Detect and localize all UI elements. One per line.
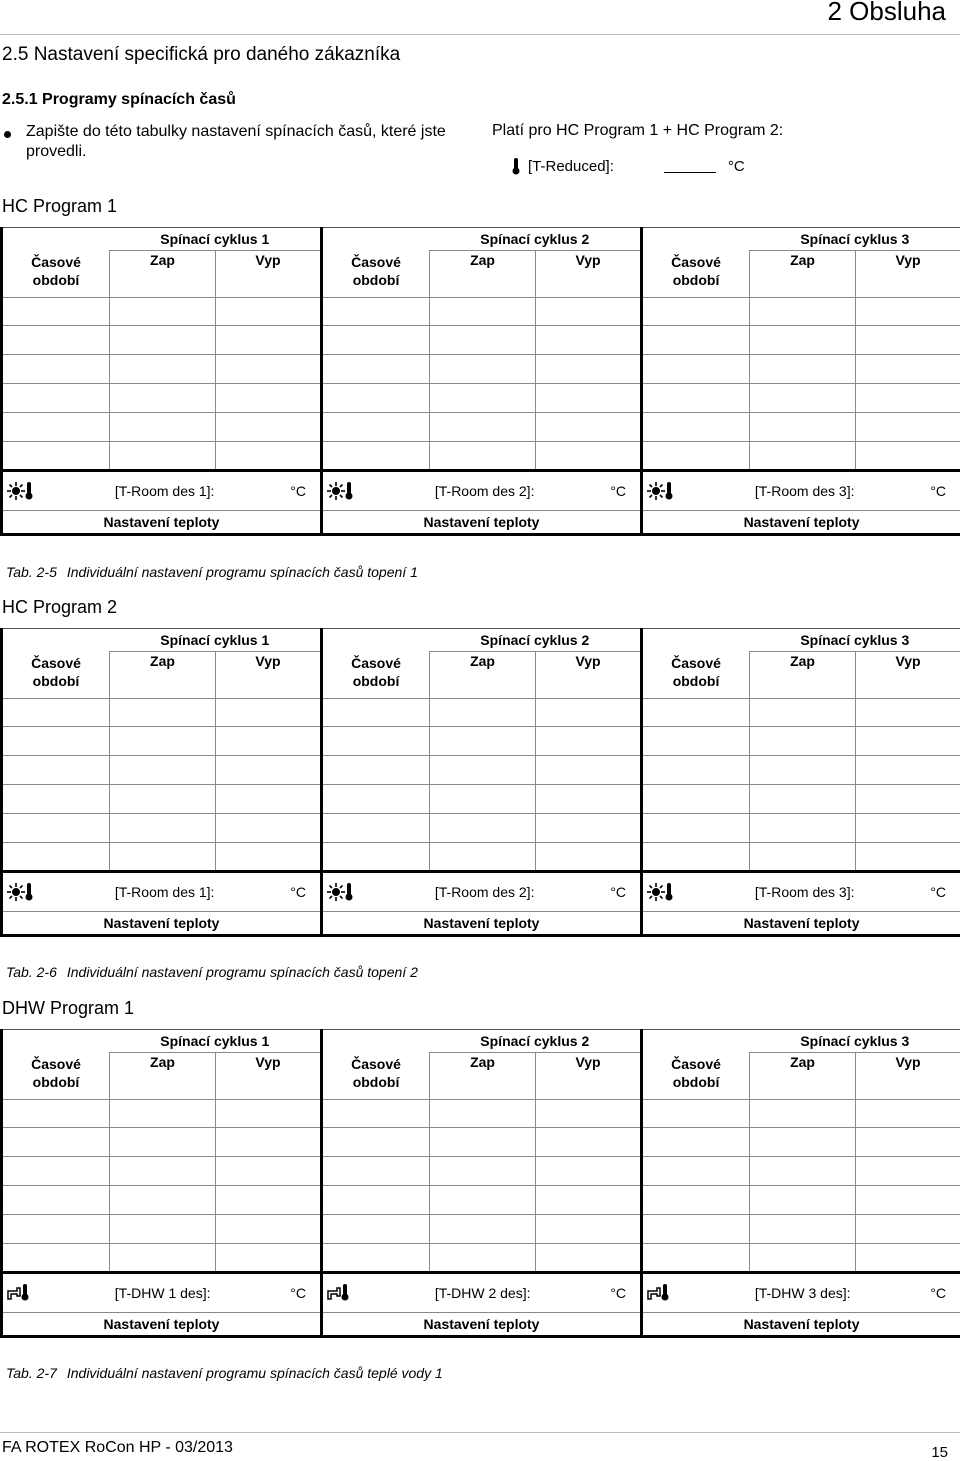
off-cell[interactable] — [536, 755, 642, 784]
on-cell[interactable] — [430, 755, 536, 784]
off-cell[interactable] — [536, 412, 642, 441]
on-cell[interactable] — [750, 383, 856, 412]
period-cell[interactable] — [642, 784, 750, 813]
on-cell[interactable] — [430, 726, 536, 755]
off-cell[interactable] — [856, 297, 960, 325]
period-cell[interactable] — [2, 755, 110, 784]
off-cell[interactable] — [216, 354, 322, 383]
off-cell[interactable] — [536, 784, 642, 813]
period-cell[interactable] — [642, 1243, 750, 1272]
period-cell[interactable] — [642, 412, 750, 441]
on-header: Zap — [110, 251, 216, 298]
on-cell[interactable] — [430, 842, 536, 871]
table-caption — [6, 564, 418, 580]
period-cell[interactable] — [642, 813, 750, 842]
off-cell[interactable] — [216, 412, 322, 441]
off-cell[interactable] — [856, 784, 960, 813]
table-caption — [6, 1365, 443, 1381]
period-cell[interactable] — [322, 1099, 430, 1127]
temperature-label: [T-Room des 2]: — [434, 482, 535, 499]
cycle-header: Spínací cyklus 1 — [110, 629, 322, 652]
period-cell[interactable] — [322, 1214, 430, 1243]
off-header: Vyp — [536, 251, 642, 298]
on-cell[interactable] — [430, 1156, 536, 1185]
on-cell[interactable] — [750, 325, 856, 354]
on-cell[interactable] — [430, 1185, 536, 1214]
on-cell[interactable] — [110, 698, 216, 726]
on-cell[interactable] — [750, 698, 856, 726]
period-cell[interactable] — [642, 1185, 750, 1214]
period-cell[interactable] — [322, 755, 430, 784]
off-cell[interactable] — [856, 726, 960, 755]
caption-text: Individuální nastavení programu spínacích časů topení 1 — [66, 564, 418, 580]
temperature-setting-label: Nastavení teploty — [642, 510, 960, 534]
temperature-label: [T-DHW 3 des]: — [754, 1284, 851, 1301]
temperature-field[interactable] — [3, 883, 320, 901]
subsection-heading: 2.5.1 Programy spínacích časů — [2, 91, 236, 108]
off-cell[interactable] — [856, 842, 960, 871]
temperature-field[interactable] — [3, 1283, 320, 1303]
off-header: Vyp — [536, 1053, 642, 1100]
on-header: Zap — [750, 251, 856, 298]
program-title: DHW Program 1 — [2, 998, 135, 1018]
on-cell[interactable] — [430, 383, 536, 412]
period-cell[interactable] — [2, 325, 110, 354]
temperature-label: [T-Room des 1]: — [114, 883, 215, 900]
temperature-label: [T-Room des 3]: — [754, 482, 855, 499]
off-cell[interactable] — [536, 1099, 642, 1127]
off-cell[interactable] — [856, 813, 960, 842]
off-cell[interactable] — [856, 1127, 960, 1156]
on-cell[interactable] — [430, 354, 536, 383]
temperature-label: [T-DHW 1 des]: — [114, 1284, 211, 1301]
on-cell[interactable] — [430, 412, 536, 441]
period-cell[interactable] — [2, 1185, 110, 1214]
period-cell[interactable] — [322, 1127, 430, 1156]
caption-number: Tab. 2-6 — [6, 964, 57, 980]
period-header: Časové období — [2, 652, 110, 699]
temperature-setting-label: Nastavení teploty — [642, 1312, 960, 1336]
off-cell[interactable] — [856, 412, 960, 441]
off-header: Vyp — [216, 251, 322, 298]
period-cell[interactable] — [2, 1099, 110, 1127]
reduced-label: [T-Reduced]: — [528, 157, 614, 175]
on-cell[interactable] — [750, 726, 856, 755]
program-table — [0, 227, 960, 536]
on-cell[interactable] — [110, 1185, 216, 1214]
footer-divider — [0, 1432, 960, 1433]
footer-doc-id: FA ROTEX RoCon HP - 03/2013 — [2, 1439, 233, 1456]
period-cell[interactable] — [2, 1214, 110, 1243]
off-cell[interactable] — [536, 1127, 642, 1156]
caption-text: Individuální nastavení programu spínacích časů topení 2 — [66, 964, 418, 980]
on-cell[interactable] — [750, 1127, 856, 1156]
off-header: Vyp — [856, 251, 960, 298]
temperature-unit: °C — [930, 1284, 947, 1301]
on-cell[interactable] — [750, 755, 856, 784]
on-cell[interactable] — [430, 1099, 536, 1127]
period-cell[interactable] — [2, 1127, 110, 1156]
off-cell[interactable] — [216, 325, 322, 354]
period-cell[interactable] — [322, 784, 430, 813]
on-header: Zap — [430, 1053, 536, 1100]
on-cell[interactable] — [750, 1243, 856, 1272]
on-cell[interactable] — [110, 813, 216, 842]
on-cell[interactable] — [750, 1214, 856, 1243]
cycle-header: Spínací cyklus 1 — [110, 228, 322, 251]
off-cell[interactable] — [536, 325, 642, 354]
sun-thermometer-icon — [7, 482, 33, 500]
period-cell[interactable] — [2, 441, 110, 470]
off-cell[interactable] — [536, 842, 642, 871]
off-cell[interactable] — [856, 1214, 960, 1243]
on-cell[interactable] — [110, 383, 216, 412]
period-cell[interactable] — [642, 755, 750, 784]
on-cell[interactable] — [110, 784, 216, 813]
off-cell[interactable] — [216, 1099, 322, 1127]
period-header: Časové období — [2, 1053, 110, 1100]
on-header: Zap — [750, 652, 856, 699]
on-cell[interactable] — [430, 1243, 536, 1272]
on-cell[interactable] — [110, 1243, 216, 1272]
period-cell[interactable] — [642, 1214, 750, 1243]
temperature-setting-label: Nastavení teploty — [322, 510, 642, 534]
temperature-field[interactable] — [323, 1283, 640, 1303]
off-cell[interactable] — [856, 755, 960, 784]
sun-thermometer-icon — [7, 883, 33, 901]
period-header: Časové období — [322, 251, 430, 298]
off-cell[interactable] — [536, 1214, 642, 1243]
temperature-setting-label: Nastavení teploty — [322, 1312, 642, 1336]
period-cell[interactable] — [2, 726, 110, 755]
off-cell[interactable] — [536, 1185, 642, 1214]
temperature-unit: °C — [930, 883, 947, 900]
section-heading: 2.5 Nastavení specifická pro daného zákazníka — [2, 44, 401, 65]
on-cell[interactable] — [110, 297, 216, 325]
period-header: Časové období — [322, 1053, 430, 1100]
on-cell[interactable] — [110, 1214, 216, 1243]
off-cell[interactable] — [856, 1156, 960, 1185]
period-header: Časové období — [642, 1053, 750, 1100]
temperature-label: [T-DHW 2 des]: — [434, 1284, 531, 1301]
on-cell[interactable] — [110, 726, 216, 755]
period-cell[interactable] — [642, 383, 750, 412]
temperature-field[interactable] — [643, 482, 960, 500]
program-title: HC Program 1 — [2, 196, 118, 216]
temperature-unit: °C — [290, 1284, 307, 1301]
on-cell[interactable] — [430, 813, 536, 842]
validity-text: Platí pro HC Program 1 + HC Program 2: — [492, 122, 784, 139]
temperature-unit: °C — [930, 482, 947, 499]
off-header: Vyp — [856, 1053, 960, 1100]
page-number: 15 — [931, 1444, 948, 1461]
off-cell[interactable] — [216, 297, 322, 325]
period-cell[interactable] — [2, 698, 110, 726]
period-cell[interactable] — [642, 726, 750, 755]
temperature-field[interactable] — [3, 482, 320, 500]
period-cell[interactable] — [322, 412, 430, 441]
period-header: Časové období — [322, 652, 430, 699]
temperature-label: [T-Room des 3]: — [754, 883, 855, 900]
on-cell[interactable] — [430, 325, 536, 354]
header-divider — [0, 34, 960, 35]
period-cell[interactable] — [322, 383, 430, 412]
on-cell[interactable] — [750, 297, 856, 325]
period-cell[interactable] — [642, 1099, 750, 1127]
off-cell[interactable] — [216, 1214, 322, 1243]
off-cell[interactable] — [536, 698, 642, 726]
period-header: Časové období — [642, 251, 750, 298]
sun-thermometer-icon — [327, 482, 353, 500]
off-cell[interactable] — [856, 354, 960, 383]
off-cell[interactable] — [216, 755, 322, 784]
off-cell[interactable] — [536, 297, 642, 325]
cycle-header: Spínací cyklus 3 — [750, 228, 960, 251]
temperature-setting-label: Nastavení teploty — [2, 1312, 322, 1336]
table-caption — [6, 964, 418, 980]
on-cell[interactable] — [750, 1099, 856, 1127]
off-cell[interactable] — [536, 1243, 642, 1272]
off-cell[interactable] — [856, 698, 960, 726]
on-cell[interactable] — [750, 784, 856, 813]
cycle-header: Spínací cyklus 2 — [430, 629, 642, 652]
period-cell[interactable] — [322, 698, 430, 726]
period-cell[interactable] — [322, 441, 430, 470]
temperature-field[interactable] — [323, 883, 640, 901]
on-cell[interactable] — [430, 441, 536, 470]
off-cell[interactable] — [536, 1156, 642, 1185]
off-cell[interactable] — [216, 784, 322, 813]
on-cell[interactable] — [110, 354, 216, 383]
on-header: Zap — [430, 251, 536, 298]
off-cell[interactable] — [216, 842, 322, 871]
on-cell[interactable] — [110, 325, 216, 354]
off-cell[interactable] — [856, 1099, 960, 1127]
off-cell[interactable] — [216, 441, 322, 470]
off-cell[interactable] — [216, 1127, 322, 1156]
on-cell[interactable] — [430, 1214, 536, 1243]
off-cell[interactable] — [216, 698, 322, 726]
off-header: Vyp — [856, 652, 960, 699]
on-cell[interactable] — [750, 813, 856, 842]
period-cell[interactable] — [2, 412, 110, 441]
off-cell[interactable] — [536, 726, 642, 755]
off-header: Vyp — [216, 1053, 322, 1100]
period-cell[interactable] — [2, 1156, 110, 1185]
on-cell[interactable] — [750, 842, 856, 871]
off-cell[interactable] — [856, 1185, 960, 1214]
period-cell[interactable] — [2, 813, 110, 842]
hot-water-tap-icon — [327, 1283, 349, 1303]
on-cell[interactable] — [110, 412, 216, 441]
off-cell[interactable] — [856, 325, 960, 354]
off-cell[interactable] — [216, 726, 322, 755]
on-header: Zap — [750, 1053, 856, 1100]
reduced-unit: °C — [727, 157, 745, 175]
sun-thermometer-icon — [647, 883, 673, 901]
period-cell[interactable] — [322, 842, 430, 871]
on-cell[interactable] — [430, 698, 536, 726]
on-cell[interactable] — [750, 1156, 856, 1185]
off-cell[interactable] — [536, 354, 642, 383]
moon-thermometer-icon — [500, 156, 522, 176]
cycle-header: Spínací cyklus 2 — [430, 1030, 642, 1053]
sun-thermometer-icon — [647, 482, 673, 500]
period-cell[interactable] — [2, 784, 110, 813]
hot-water-tap-icon — [647, 1283, 669, 1303]
period-cell[interactable] — [2, 354, 110, 383]
on-cell[interactable] — [750, 441, 856, 470]
period-cell[interactable] — [642, 842, 750, 871]
temperature-unit: °C — [290, 883, 307, 900]
on-cell[interactable] — [110, 842, 216, 871]
program-title: HC Program 2 — [2, 597, 118, 617]
off-cell[interactable] — [856, 383, 960, 412]
period-cell[interactable] — [642, 354, 750, 383]
off-header: Vyp — [216, 652, 322, 699]
off-cell[interactable] — [856, 1243, 960, 1272]
period-header: Časové období — [2, 251, 110, 298]
off-cell[interactable] — [216, 1156, 322, 1185]
temperature-unit: °C — [610, 1284, 627, 1301]
temperature-field[interactable] — [643, 883, 960, 901]
temperature-field[interactable] — [643, 1283, 960, 1303]
period-cell[interactable] — [642, 1127, 750, 1156]
period-header: Časové období — [642, 652, 750, 699]
sun-thermometer-icon — [327, 883, 353, 901]
cycle-header: Spínací cyklus 2 — [430, 228, 642, 251]
intro-text: Zapište do této tabulky nastavení spínacích časů, které jste provedli. — [26, 123, 446, 160]
on-cell[interactable] — [110, 1127, 216, 1156]
period-cell[interactable] — [642, 1156, 750, 1185]
period-cell[interactable] — [322, 1243, 430, 1272]
temperature-setting-label: Nastavení teploty — [2, 510, 322, 534]
program-table — [0, 1029, 960, 1338]
on-cell[interactable] — [750, 354, 856, 383]
reduced-blank[interactable] — [664, 160, 716, 173]
cycle-header: Spínací cyklus 1 — [110, 1030, 322, 1053]
temperature-setting-label: Nastavení teploty — [322, 911, 642, 935]
temperature-setting-label: Nastavení teploty — [2, 911, 322, 935]
period-cell[interactable] — [2, 297, 110, 325]
period-cell[interactable] — [2, 842, 110, 871]
hot-water-tap-icon — [7, 1283, 29, 1303]
period-cell[interactable] — [642, 325, 750, 354]
period-cell[interactable] — [2, 383, 110, 412]
on-cell[interactable] — [110, 441, 216, 470]
off-cell[interactable] — [536, 441, 642, 470]
on-cell[interactable] — [750, 1185, 856, 1214]
caption-number: Tab. 2-5 — [6, 564, 57, 580]
off-cell[interactable] — [856, 441, 960, 470]
temperature-setting-label: Nastavení teploty — [642, 911, 960, 935]
off-cell[interactable] — [216, 1185, 322, 1214]
period-cell[interactable] — [322, 325, 430, 354]
off-cell[interactable] — [536, 383, 642, 412]
on-header: Zap — [110, 652, 216, 699]
period-cell[interactable] — [642, 297, 750, 325]
period-cell[interactable] — [322, 297, 430, 325]
on-cell[interactable] — [430, 1127, 536, 1156]
on-cell[interactable] — [110, 755, 216, 784]
period-cell[interactable] — [322, 1185, 430, 1214]
on-cell[interactable] — [750, 412, 856, 441]
on-cell[interactable] — [430, 297, 536, 325]
period-cell[interactable] — [2, 1243, 110, 1272]
chapter-heading: 2 Obsluha — [827, 0, 946, 26]
reduced-temp-field — [500, 156, 745, 176]
period-cell[interactable] — [642, 698, 750, 726]
temperature-label: [T-Room des 1]: — [114, 482, 215, 499]
temperature-field[interactable] — [323, 482, 640, 500]
caption-text: Individuální nastavení programu spínacích časů teplé vody 1 — [66, 1365, 443, 1381]
on-header: Zap — [430, 652, 536, 699]
bullet-icon — [4, 131, 11, 138]
period-cell[interactable] — [322, 813, 430, 842]
off-header: Vyp — [536, 652, 642, 699]
period-cell[interactable] — [642, 441, 750, 470]
on-cell[interactable] — [430, 784, 536, 813]
off-cell[interactable] — [216, 383, 322, 412]
temperature-unit: °C — [290, 482, 307, 499]
temperature-unit: °C — [610, 482, 627, 499]
on-cell[interactable] — [110, 1099, 216, 1127]
period-cell[interactable] — [322, 1156, 430, 1185]
on-cell[interactable] — [110, 1156, 216, 1185]
cycle-header: Spínací cyklus 3 — [750, 629, 960, 652]
off-cell[interactable] — [216, 813, 322, 842]
off-cell[interactable] — [216, 1243, 322, 1272]
period-cell[interactable] — [322, 726, 430, 755]
off-cell[interactable] — [536, 813, 642, 842]
period-cell[interactable] — [322, 354, 430, 383]
program-table — [0, 628, 960, 937]
cycle-header: Spínací cyklus 3 — [750, 1030, 960, 1053]
temperature-label: [T-Room des 2]: — [434, 883, 535, 900]
caption-number: Tab. 2-7 — [6, 1365, 57, 1381]
temperature-unit: °C — [610, 883, 627, 900]
on-header: Zap — [110, 1053, 216, 1100]
